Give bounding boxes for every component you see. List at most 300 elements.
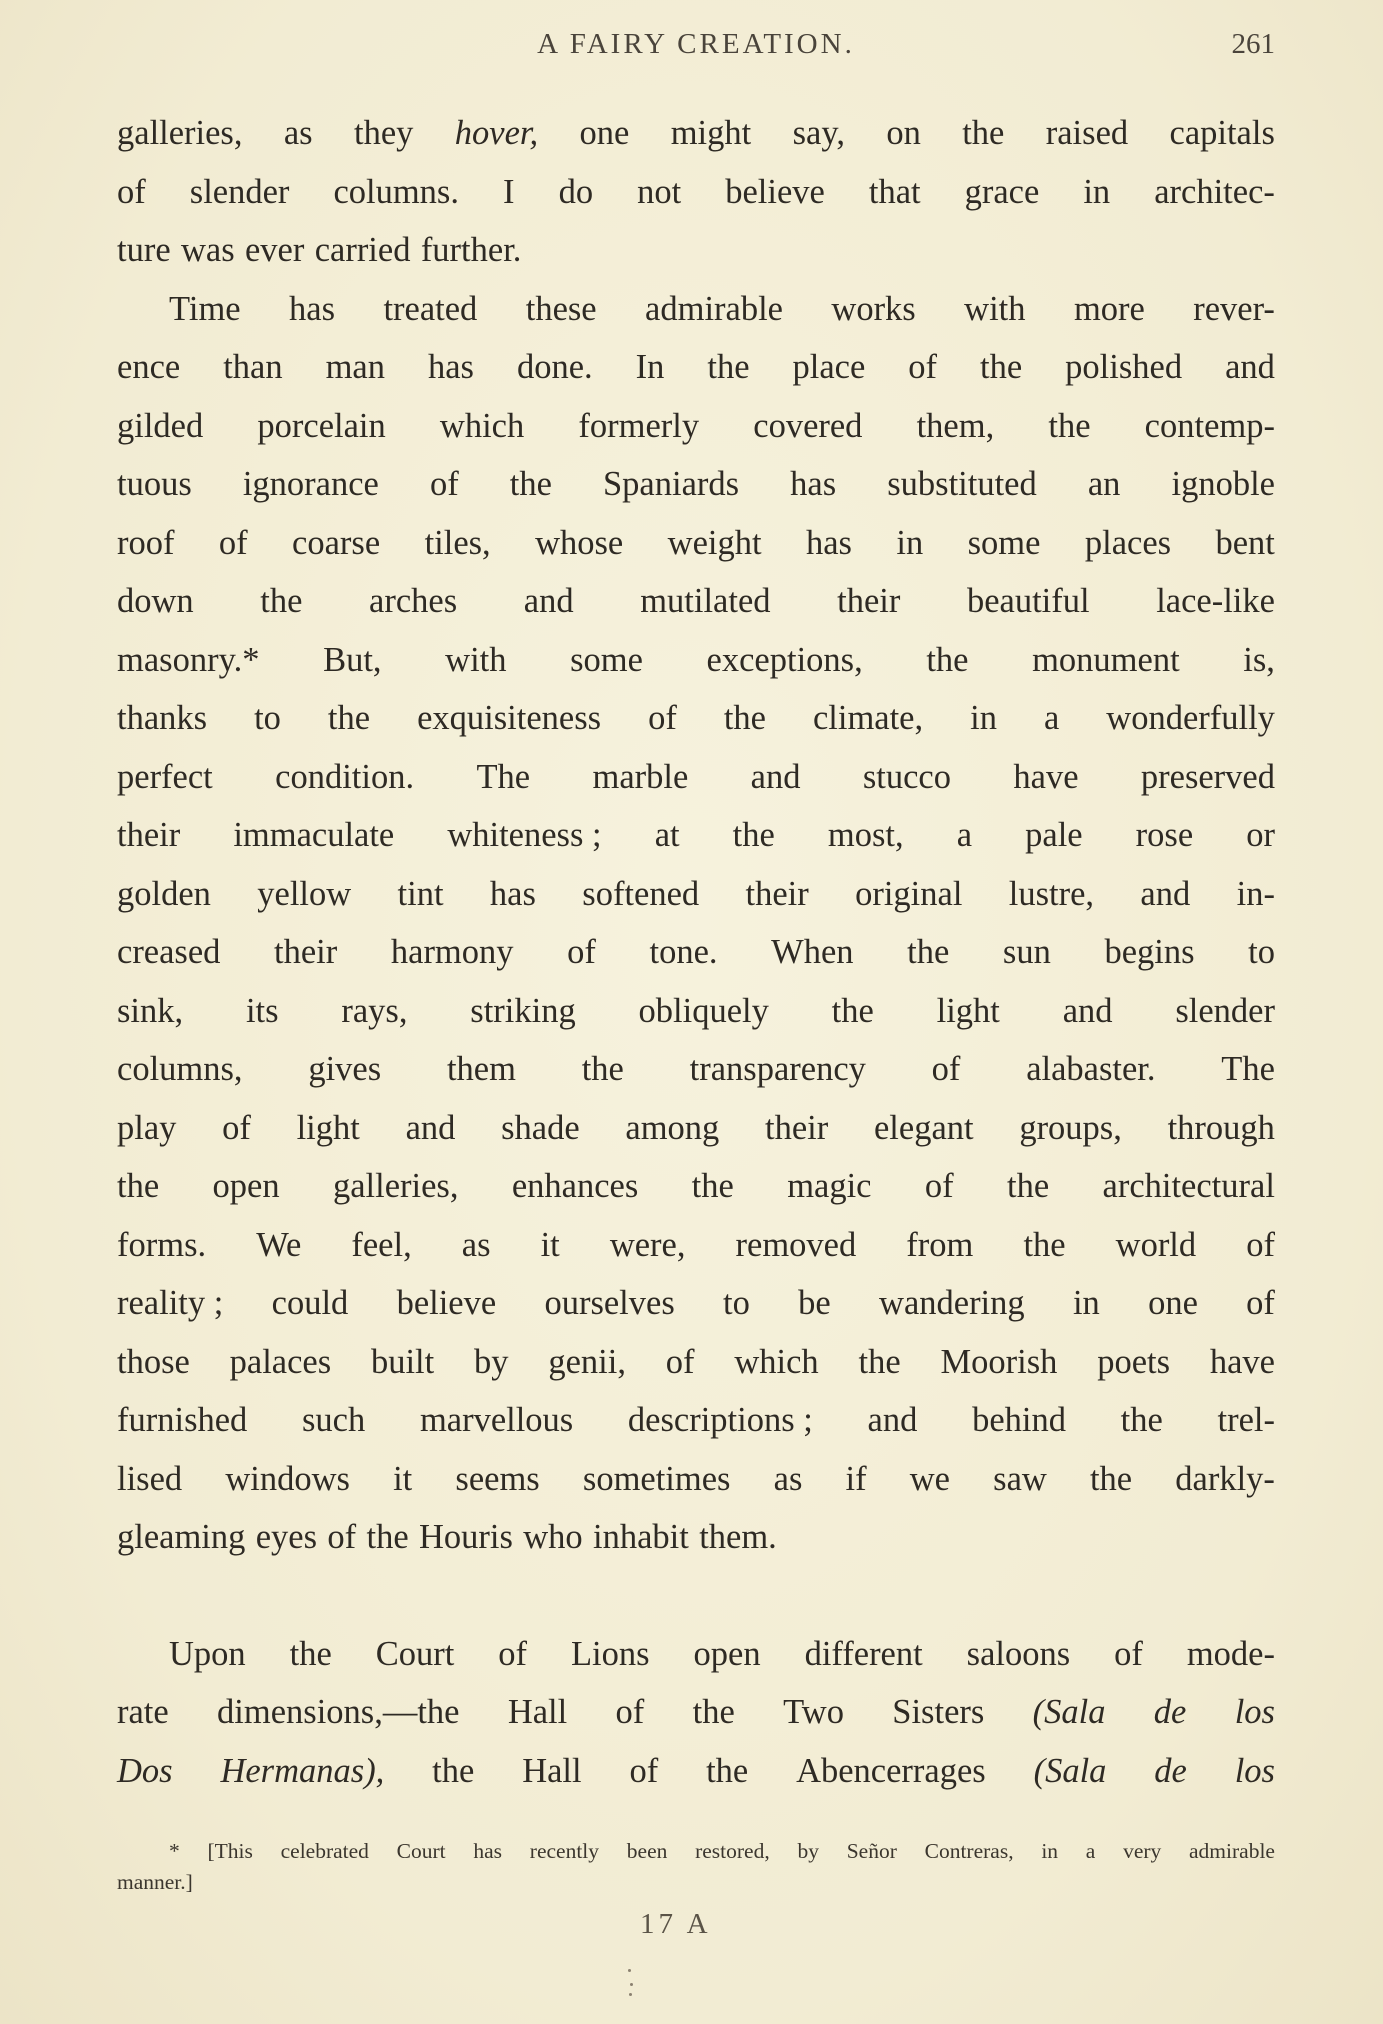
word: los — [1234, 1751, 1275, 1790]
word: very — [1123, 1839, 1162, 1863]
word: the — [432, 1751, 475, 1790]
word: striking — [470, 991, 576, 1030]
word: as — [461, 1225, 491, 1264]
word: their — [274, 933, 338, 971]
word: the — [260, 582, 303, 620]
word: the — [980, 348, 1023, 386]
text-line — [117, 982, 1275, 1041]
word: open — [212, 1167, 280, 1205]
text-line — [117, 1867, 1275, 1898]
printer-signature: 17 A — [640, 1908, 712, 1940]
word: of — [629, 1751, 659, 1790]
word: their — [837, 582, 901, 620]
word: it — [393, 1459, 413, 1498]
text-line — [117, 1836, 1275, 1867]
word: whiteness ; — [447, 816, 602, 854]
word: of — [931, 1050, 961, 1088]
word: wonderfully — [1106, 699, 1275, 737]
word: were, — [609, 1225, 686, 1264]
word: Lions — [570, 1634, 650, 1673]
word: has — [473, 1839, 503, 1863]
word: more — [1073, 289, 1145, 328]
text-line — [117, 163, 1275, 222]
section-gap — [117, 1567, 1275, 1625]
word: wandering — [879, 1284, 1025, 1322]
word: of — [498, 1634, 528, 1673]
word: and — [750, 757, 801, 796]
word: in — [896, 523, 924, 562]
word: marvellous — [419, 1401, 574, 1439]
word: done. — [516, 348, 593, 386]
word: its — [245, 991, 279, 1030]
word: dimensions,—the — [217, 1693, 460, 1731]
word: in — [1072, 1284, 1100, 1322]
word: one — [1148, 1284, 1198, 1322]
word: golden — [117, 874, 211, 913]
word: from — [906, 1225, 974, 1264]
text-line — [117, 1625, 1275, 1684]
word: the — [962, 114, 1005, 152]
word: removed — [735, 1225, 857, 1264]
text-line — [117, 689, 1275, 748]
word: as — [773, 1459, 803, 1498]
word: which — [734, 1342, 819, 1381]
word: admirable — [1189, 1839, 1275, 1863]
word: forms. — [117, 1225, 207, 1264]
word: do — [558, 172, 594, 211]
word: rever- — [1193, 289, 1275, 328]
text-line — [117, 514, 1275, 573]
word: was — [180, 231, 235, 269]
word: different — [804, 1634, 923, 1673]
paragraph-1 — [117, 104, 1275, 280]
word: immaculate — [233, 816, 395, 854]
word: not — [637, 172, 682, 211]
word: and — [1062, 991, 1113, 1030]
word: feel, — [351, 1225, 412, 1264]
text-line — [117, 865, 1275, 924]
text-line — [117, 1391, 1275, 1450]
word: the — [1089, 1459, 1133, 1498]
word: say, — [792, 114, 845, 152]
footnote — [117, 1836, 1275, 1898]
word: the — [858, 1342, 901, 1381]
word: In — [635, 348, 665, 386]
word: polished — [1065, 348, 1183, 386]
word: has — [289, 289, 336, 328]
running-head — [117, 28, 1275, 68]
word: in — [1041, 1839, 1059, 1863]
word: be — [798, 1284, 831, 1322]
word: tiles, — [424, 523, 491, 562]
word: carried — [314, 231, 411, 269]
word: architectural — [1102, 1167, 1275, 1205]
word: the — [831, 991, 874, 1030]
word: as — [283, 114, 313, 152]
word: architec- — [1154, 172, 1275, 211]
word: that — [868, 172, 921, 211]
word: of — [1114, 1634, 1143, 1673]
word: the — [907, 933, 950, 971]
word: ignoble — [1171, 465, 1275, 503]
word: Sisters — [892, 1693, 985, 1731]
word: the — [117, 1167, 160, 1205]
word: of — [1246, 1225, 1275, 1264]
word: restored, — [695, 1839, 770, 1863]
word: monument — [1032, 640, 1180, 679]
word: and — [867, 1401, 918, 1439]
paragraph-3 — [117, 1625, 1275, 1801]
word: recently — [529, 1839, 600, 1863]
word: believe — [396, 1284, 497, 1322]
word: been — [626, 1839, 668, 1863]
word: their — [745, 874, 809, 913]
word: them — [446, 1050, 516, 1088]
word: these — [525, 289, 597, 328]
word: ignorance — [242, 465, 379, 503]
word: tuous — [117, 465, 192, 503]
word: harmony — [390, 933, 514, 971]
word: groups, — [1019, 1108, 1122, 1147]
word: with — [964, 289, 1026, 328]
word: of — [567, 933, 596, 971]
word: a — [1085, 1839, 1096, 1863]
text-line — [117, 1333, 1275, 1392]
word: the — [926, 640, 969, 679]
word: the — [327, 699, 371, 737]
word: enhances — [511, 1167, 639, 1205]
word: Hall — [522, 1751, 582, 1790]
word: by — [474, 1342, 509, 1381]
word: roof — [117, 523, 175, 562]
word: alabaster. — [1026, 1050, 1156, 1088]
text-line — [117, 923, 1275, 982]
word: But, — [323, 640, 382, 679]
word: has — [427, 348, 474, 386]
word: shade — [501, 1108, 580, 1147]
word: weight — [667, 523, 762, 562]
word: eyes — [255, 1518, 318, 1556]
word: marble — [592, 757, 689, 796]
word: and — [405, 1108, 456, 1147]
word: poets — [1097, 1342, 1171, 1381]
word: yellow — [257, 874, 352, 913]
paper-specks — [620, 1965, 640, 2005]
word: the — [692, 1693, 735, 1731]
word: place — [792, 348, 866, 386]
word: slender — [189, 172, 290, 211]
word: climate, — [812, 699, 924, 737]
word: further. — [420, 231, 522, 269]
word: capitals — [1169, 114, 1275, 152]
text-line — [117, 1216, 1275, 1275]
word: play — [117, 1108, 177, 1147]
word: transparency — [689, 1050, 866, 1088]
word: and — [1140, 874, 1191, 913]
word: los — [1234, 1693, 1275, 1731]
word: of — [117, 172, 146, 211]
word: gleaming — [117, 1518, 246, 1556]
word: of — [218, 523, 248, 562]
word: Spaniards — [603, 465, 740, 503]
word: them. — [699, 1518, 777, 1556]
word: columns. — [333, 172, 459, 211]
word: gives — [308, 1050, 382, 1088]
word: genii, — [548, 1342, 626, 1381]
word: a — [1043, 699, 1060, 737]
word: sink, — [117, 991, 184, 1030]
word: coarse — [292, 523, 381, 562]
word: whose — [535, 523, 624, 562]
word: open — [693, 1634, 761, 1673]
word: The — [476, 757, 531, 796]
word: to — [1248, 933, 1275, 971]
word: to — [723, 1284, 750, 1322]
word: has — [790, 465, 837, 503]
word: ever — [244, 231, 305, 269]
word: to — [254, 699, 281, 737]
word: galleries, — [117, 114, 243, 152]
paragraph-2 — [117, 280, 1275, 1567]
word: man — [325, 348, 385, 386]
word: Dos — [117, 1751, 173, 1790]
word: * — [169, 1839, 180, 1863]
word: Hermanas), — [220, 1751, 385, 1790]
word: the — [691, 1167, 734, 1205]
word: The — [1221, 1050, 1275, 1088]
word: might — [670, 114, 752, 152]
word: places — [1084, 523, 1172, 562]
word: among — [625, 1108, 720, 1147]
word: creased — [117, 933, 221, 971]
word: rays, — [341, 991, 408, 1030]
word: in — [1083, 172, 1111, 211]
word: treated — [383, 289, 478, 328]
word: masonry.* — [117, 640, 260, 679]
word: tone. — [649, 933, 718, 971]
word: exquisiteness — [417, 699, 602, 737]
word: of — [1246, 1284, 1275, 1322]
word: Court — [396, 1839, 446, 1863]
word: of — [222, 1108, 251, 1147]
word: formerly — [578, 406, 700, 445]
word: windows — [225, 1459, 350, 1498]
word: have — [1209, 1342, 1275, 1381]
word: the — [706, 1751, 749, 1790]
word: and — [523, 582, 574, 620]
word: grace — [964, 172, 1040, 211]
word: of — [648, 699, 677, 737]
word: seems — [455, 1459, 540, 1498]
word: one — [579, 114, 630, 152]
word: slender — [1175, 991, 1275, 1030]
text-line — [117, 572, 1275, 631]
word: Court — [375, 1634, 455, 1673]
word: behind — [972, 1401, 1066, 1439]
text-line — [117, 397, 1275, 456]
word: elegant — [873, 1108, 974, 1147]
word: rose — [1135, 816, 1194, 854]
text-line — [117, 455, 1275, 514]
word: Two — [783, 1693, 844, 1731]
word: hover, — [454, 114, 539, 152]
word: saw — [993, 1459, 1047, 1498]
word: those — [117, 1342, 190, 1381]
word: bent — [1215, 523, 1275, 562]
word: begins — [1104, 933, 1195, 971]
text-line — [117, 104, 1275, 163]
word: the — [707, 348, 750, 386]
word: arches — [369, 582, 458, 620]
word: world — [1115, 1225, 1197, 1264]
word: some — [967, 523, 1041, 562]
word: built — [370, 1342, 435, 1381]
word: their — [117, 816, 181, 854]
word: we — [909, 1459, 950, 1498]
word: Upon — [169, 1634, 246, 1673]
word: porcelain — [257, 406, 386, 445]
word: their — [765, 1108, 829, 1147]
word: a — [956, 816, 973, 854]
word: ourselves — [544, 1284, 675, 1322]
word: sun — [1002, 933, 1051, 971]
text-line — [117, 280, 1275, 339]
word: Houris — [418, 1518, 513, 1556]
word: sometimes — [582, 1459, 731, 1498]
word: covered — [753, 406, 863, 445]
word: the — [1120, 1401, 1163, 1439]
text-line — [117, 1683, 1275, 1742]
word: manner.] — [117, 1870, 193, 1894]
word: Time — [169, 289, 241, 328]
word: and — [1225, 348, 1275, 386]
word: on — [886, 114, 921, 152]
word: the — [289, 1634, 332, 1673]
word: in — [970, 699, 997, 737]
text-line — [117, 631, 1275, 690]
word: an — [1087, 465, 1121, 503]
word: thanks — [117, 699, 208, 737]
word: which — [439, 406, 525, 445]
word: Contreras, — [924, 1839, 1014, 1863]
word: has — [805, 523, 852, 562]
word: galleries, — [332, 1167, 459, 1205]
word: most, — [827, 816, 904, 854]
word: could — [271, 1284, 349, 1322]
word: if — [845, 1459, 867, 1498]
word: condition. — [275, 757, 415, 796]
word: contemp- — [1144, 406, 1275, 445]
word: inhabit — [593, 1518, 689, 1556]
word: the — [366, 1518, 409, 1556]
word: Abencerrages — [796, 1751, 986, 1790]
word: [This — [207, 1839, 253, 1863]
word: through — [1167, 1108, 1275, 1147]
word: pale — [1025, 816, 1083, 854]
word: with — [445, 640, 507, 679]
word: trel- — [1217, 1401, 1275, 1439]
text-line — [117, 338, 1275, 397]
word: ence — [117, 348, 181, 386]
word: (Sala — [1033, 1751, 1107, 1790]
word: they — [353, 114, 414, 152]
word: descriptions ; — [627, 1401, 813, 1439]
word: stucco — [862, 757, 951, 796]
word: furnished — [117, 1401, 248, 1439]
word: the — [1048, 406, 1091, 445]
word: substituted — [887, 465, 1037, 503]
word: of — [665, 1342, 695, 1381]
word: some — [570, 640, 643, 679]
word: When — [771, 933, 854, 971]
text-line — [117, 1099, 1275, 1158]
word: has — [489, 874, 536, 913]
word: of — [924, 1167, 954, 1205]
word: of — [429, 465, 459, 503]
word: mutilated — [640, 582, 771, 620]
word: softened — [582, 874, 700, 913]
word: the — [1023, 1225, 1066, 1264]
word: is, — [1243, 640, 1275, 679]
word: the — [723, 699, 766, 737]
word: works — [831, 289, 916, 328]
word: columns, — [117, 1050, 243, 1088]
word: ture — [117, 231, 171, 269]
word: saloons — [966, 1634, 1071, 1673]
word: original — [855, 874, 963, 913]
word: lace-like — [1156, 582, 1275, 620]
word: down — [117, 582, 194, 620]
word: rate — [117, 1693, 169, 1731]
word: than — [223, 348, 283, 386]
word: the — [581, 1050, 624, 1088]
text-line — [117, 748, 1275, 807]
word: have — [1013, 757, 1079, 796]
word: such — [302, 1401, 366, 1439]
page-number: 261 — [1231, 28, 1275, 60]
word: at — [654, 816, 680, 854]
word: magic — [787, 1167, 872, 1205]
word: of — [327, 1518, 357, 1556]
word: perfect — [117, 757, 213, 796]
word: or — [1246, 816, 1275, 854]
word: light — [296, 1108, 360, 1147]
text-line — [117, 1274, 1275, 1333]
text-line — [117, 221, 1275, 280]
word: exceptions, — [706, 640, 863, 679]
word: believe — [725, 172, 825, 211]
word: the — [509, 465, 552, 503]
running-title: A FAIRY CREATION. — [537, 28, 855, 60]
word: gilded — [117, 406, 204, 445]
body-text — [117, 104, 1275, 1800]
word: Hall — [507, 1693, 568, 1731]
word: lustre, — [1008, 874, 1095, 913]
word: of — [615, 1693, 645, 1731]
text-line — [117, 1157, 1275, 1216]
text-line — [117, 806, 1275, 865]
word: admirable — [645, 289, 783, 328]
word: light — [936, 991, 1000, 1030]
word: tint — [397, 874, 444, 913]
word: of — [908, 348, 938, 386]
word: I — [503, 172, 515, 211]
word: Moorish — [940, 1342, 1058, 1381]
word: them, — [916, 406, 995, 445]
word: de — [1154, 1751, 1187, 1790]
text-line — [117, 1040, 1275, 1099]
text-line — [117, 1450, 1275, 1509]
